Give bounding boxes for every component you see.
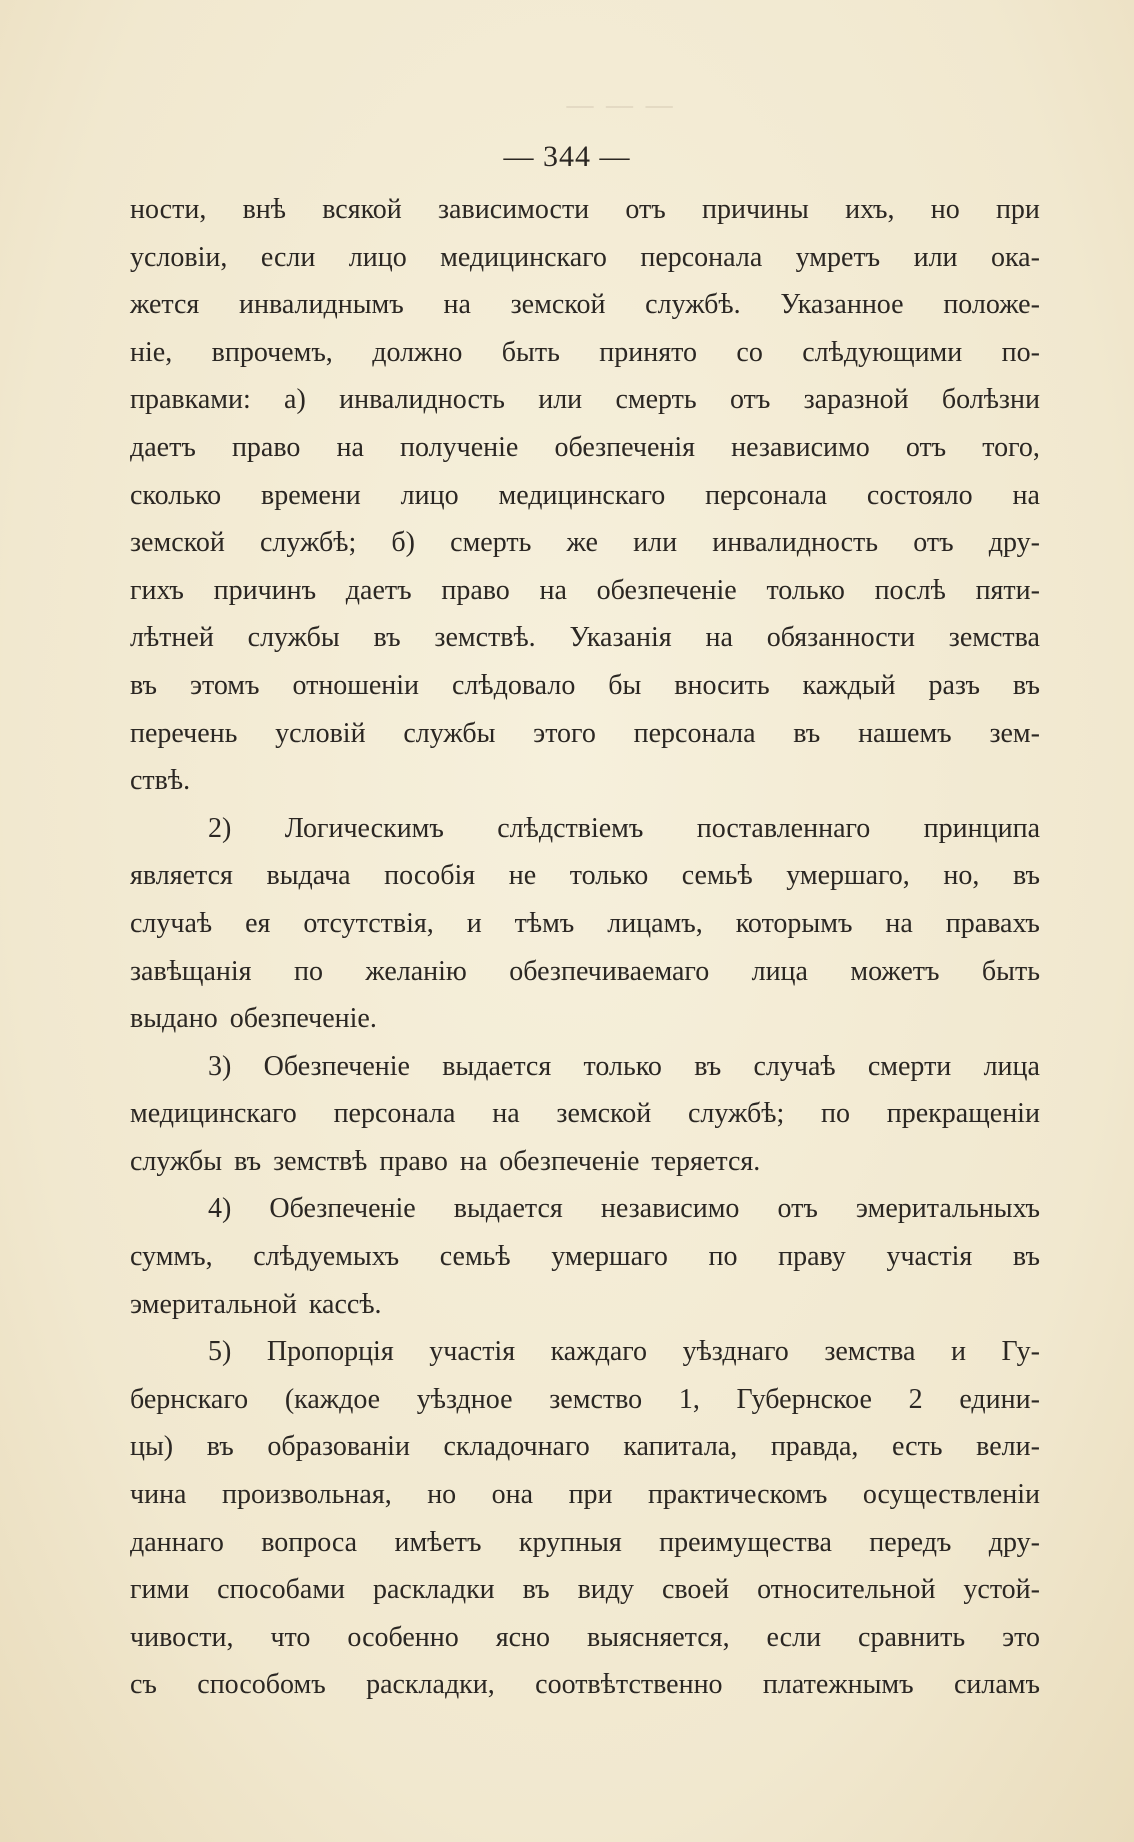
text-line <box>130 376 1040 424</box>
word: зависимости <box>438 194 590 225</box>
word: если <box>260 241 316 273</box>
word: смерть <box>615 384 697 416</box>
word: жется <box>130 289 200 321</box>
word: осуществленіи <box>862 1479 1040 1511</box>
word: лица <box>751 955 808 987</box>
word: участія <box>886 1241 973 1273</box>
word: или <box>913 241 958 273</box>
word: дру- <box>988 527 1040 559</box>
word: б) <box>391 527 415 559</box>
word: положе- <box>943 289 1040 321</box>
word: 4) <box>208 1193 232 1225</box>
word: на <box>705 622 733 654</box>
word: даннаго <box>130 1526 224 1558</box>
word: завѣщанія <box>130 955 252 987</box>
word: по <box>708 1241 738 1273</box>
text-line <box>130 329 1040 377</box>
word: причины <box>702 194 809 225</box>
word: уѣзднаго <box>682 1336 789 1368</box>
word: службы <box>130 1145 223 1177</box>
word: участія <box>429 1336 516 1368</box>
word: имѣетъ <box>394 1526 482 1558</box>
text-line <box>130 1281 1040 1329</box>
word: платежнымъ <box>762 1669 914 1701</box>
word: службѣ; <box>688 1098 785 1130</box>
text-line <box>130 1661 1040 1709</box>
word: Обезпеченіе <box>269 1193 416 1225</box>
word: но <box>427 1479 457 1511</box>
word: этого <box>533 717 596 749</box>
word: въ <box>1012 669 1040 701</box>
word: правда, <box>770 1431 859 1463</box>
word: гими <box>130 1574 190 1606</box>
word: ніе, <box>130 336 173 368</box>
word: право <box>441 574 510 606</box>
word: сколько <box>130 479 222 511</box>
word: на <box>336 431 364 463</box>
text-line <box>130 900 1040 948</box>
word: независимо <box>731 431 870 463</box>
word: ности, <box>130 194 207 225</box>
word: медицинскаго <box>440 241 607 273</box>
word: она <box>491 1479 534 1511</box>
word: персонала <box>333 1098 456 1130</box>
word: 3) <box>208 1050 232 1082</box>
word: бернскаго <box>130 1383 249 1415</box>
word: зем- <box>989 717 1040 749</box>
text-line <box>130 281 1040 329</box>
text-line <box>130 1185 1040 1233</box>
text-line <box>130 1376 1040 1424</box>
word: является <box>130 860 233 892</box>
word: слѣдующими <box>802 336 963 368</box>
word: послѣ <box>874 574 946 606</box>
word: смерть <box>450 527 532 559</box>
word: лицамъ, <box>607 907 703 939</box>
text-line <box>130 1233 1040 1281</box>
word: чивости, <box>130 1621 234 1653</box>
word: а) <box>284 384 306 416</box>
word: каждаго <box>550 1336 648 1368</box>
word: ока- <box>990 241 1040 273</box>
word: въ <box>793 717 821 749</box>
word: желанію <box>365 955 467 987</box>
word: это <box>1002 1621 1040 1653</box>
word: пяти- <box>975 574 1040 606</box>
word: при <box>568 1479 613 1511</box>
text-line <box>130 1566 1040 1614</box>
word: въ <box>1012 1241 1040 1273</box>
word: лица <box>983 1050 1040 1082</box>
word: заразной <box>803 384 909 416</box>
word: случаѣ <box>130 907 213 939</box>
text-line <box>130 1090 1040 1138</box>
word: и <box>951 1336 966 1368</box>
word: кассѣ. <box>308 1288 382 1320</box>
word: выясняется, <box>587 1621 730 1653</box>
word: даетъ <box>130 431 196 463</box>
word: пособія <box>384 860 476 892</box>
word: лицо <box>348 241 407 273</box>
word: разъ <box>928 669 980 701</box>
word: Гу- <box>1001 1336 1040 1368</box>
text-line <box>130 1471 1040 1519</box>
bleed-through-page-number: — — — <box>565 88 675 123</box>
word: семьѣ <box>681 860 753 892</box>
word: болѣзни <box>941 384 1040 416</box>
word: Обезпеченіе <box>263 1050 410 1082</box>
word: крупныя <box>518 1526 622 1558</box>
word: 2 <box>908 1383 923 1415</box>
text-line <box>130 1328 1040 1376</box>
word: раскладки, <box>366 1669 495 1701</box>
word: право <box>379 1145 448 1177</box>
word: персонала <box>633 717 756 749</box>
text-line <box>130 805 1040 853</box>
word: уѣздное <box>416 1383 513 1415</box>
word: въ <box>234 1145 262 1177</box>
word: относительной <box>757 1574 936 1606</box>
word: гихъ <box>130 574 184 606</box>
word: едини- <box>959 1383 1040 1415</box>
word: службѣ. <box>645 289 741 321</box>
word: въ <box>206 1431 234 1463</box>
word: быть <box>501 336 560 368</box>
word: службы <box>247 622 340 654</box>
word: устой- <box>963 1574 1040 1606</box>
word: раскладки <box>372 1574 495 1606</box>
word: Логическимъ <box>284 812 444 844</box>
word: и <box>466 907 482 939</box>
word: обязанности <box>766 622 915 654</box>
word: причинъ <box>213 574 317 606</box>
word: слѣдуемыхъ <box>253 1241 400 1273</box>
text-line <box>130 662 1040 710</box>
word: прекращеніи <box>886 1098 1040 1130</box>
word: преимущества <box>659 1526 832 1558</box>
word: правками: <box>130 384 251 416</box>
word: Указанное <box>780 289 904 321</box>
word: капитала, <box>623 1431 738 1463</box>
text-line <box>130 948 1040 996</box>
word: персонала <box>640 241 763 273</box>
word: есть <box>892 1431 943 1463</box>
word: вопроса <box>261 1526 358 1558</box>
word: инвалидность <box>339 384 505 416</box>
word: по <box>293 955 323 987</box>
word: по- <box>1001 336 1040 368</box>
word: медицинскаго <box>130 1098 297 1130</box>
word: или <box>538 384 583 416</box>
word: право <box>231 431 301 463</box>
word: ихъ, <box>845 194 895 225</box>
word: виду <box>577 1574 635 1606</box>
word: отъ <box>777 1193 818 1225</box>
word: чина <box>130 1479 187 1511</box>
word: инвалиднымъ <box>239 289 404 321</box>
word: выдача <box>266 860 351 892</box>
text-line <box>130 567 1040 615</box>
word: дру- <box>988 1526 1040 1558</box>
text-line <box>130 1519 1040 1567</box>
word: 1, <box>678 1383 700 1415</box>
text-line <box>130 852 1040 900</box>
word: отъ <box>913 527 954 559</box>
word: лѣтней <box>130 622 214 654</box>
word: бы <box>608 669 642 701</box>
word: принципа <box>923 812 1040 844</box>
word: Пропорція <box>266 1336 394 1368</box>
word: вносить <box>674 669 770 701</box>
text-line <box>130 234 1040 282</box>
word: земства <box>824 1336 916 1368</box>
word: того, <box>982 431 1040 463</box>
word: условій <box>275 717 366 749</box>
word: слѣдствіемъ <box>497 812 644 844</box>
word: тѣмъ <box>514 907 575 939</box>
word: но <box>930 194 960 225</box>
word: отношеніи <box>292 669 420 701</box>
word: въ <box>522 1574 550 1606</box>
word: состояло <box>866 479 973 511</box>
text-line <box>130 614 1040 662</box>
word: на <box>885 907 913 939</box>
word: земство <box>549 1383 643 1415</box>
word: на <box>443 289 471 321</box>
word: внѣ <box>242 194 286 225</box>
word: поставленнаго <box>696 812 871 844</box>
word: на <box>459 1145 488 1177</box>
text-line <box>130 519 1040 567</box>
word: должно <box>372 336 463 368</box>
word: произвольная, <box>221 1479 392 1511</box>
word: въ <box>1012 860 1040 892</box>
word: умершаго, <box>786 860 910 892</box>
word: передъ <box>869 1526 952 1558</box>
word: правахъ <box>945 907 1040 939</box>
word: лицо <box>400 479 459 511</box>
word: обезпечиваемаго <box>509 955 710 987</box>
word: каждый <box>802 669 896 701</box>
word: даетъ <box>345 574 412 606</box>
word: обезпеченіе. <box>229 1003 377 1035</box>
word: образованіи <box>267 1431 410 1463</box>
word: отъ <box>625 194 666 225</box>
word: земской <box>510 289 606 321</box>
word: выдано <box>130 1003 218 1035</box>
word: ея <box>245 907 271 939</box>
word: земства <box>948 622 1040 654</box>
word: обезпеченіе <box>499 1145 640 1177</box>
word: этомъ <box>189 669 260 701</box>
word: выдается <box>453 1193 563 1225</box>
word: съ <box>130 1669 157 1701</box>
word: способами <box>217 1574 346 1606</box>
word: суммъ, <box>130 1241 213 1273</box>
word: Указанія <box>569 622 672 654</box>
word: персонала <box>705 479 828 511</box>
word: только <box>766 574 845 606</box>
word: но, <box>943 860 980 892</box>
text-line <box>130 1614 1040 1662</box>
word: нашемъ <box>858 717 952 749</box>
word: способомъ <box>197 1669 326 1701</box>
word: инвалидность <box>712 527 879 559</box>
word: времени <box>261 479 361 511</box>
word: практическомъ <box>648 1479 828 1511</box>
word: въ <box>373 622 401 654</box>
word: на <box>539 574 567 606</box>
word: что <box>270 1621 311 1653</box>
word: службѣ; <box>259 527 357 559</box>
word: эмеритальныхъ <box>855 1193 1040 1225</box>
word: земствѣ <box>273 1145 368 1177</box>
word: соотвѣтственно <box>535 1669 723 1701</box>
word: слѣдовало <box>451 669 576 701</box>
word: ясно <box>495 1621 551 1653</box>
word: земской <box>556 1098 652 1130</box>
word: только <box>569 860 649 892</box>
word: при <box>995 194 1040 225</box>
word: обезпеченіе <box>596 574 737 606</box>
word: отсутствія, <box>303 907 434 939</box>
text-line <box>130 757 1040 805</box>
text-line <box>130 1043 1040 1091</box>
word: обезпеченія <box>554 431 696 463</box>
page-number: — 344 — <box>503 140 631 173</box>
word: своей <box>661 1574 730 1606</box>
word: 5) <box>208 1336 232 1368</box>
word: отъ <box>905 431 947 463</box>
body-text <box>130 186 1040 1709</box>
word: условіи, <box>130 241 228 273</box>
word: медицинскаго <box>498 479 666 511</box>
text-line <box>130 1423 1040 1471</box>
word: не <box>508 860 537 892</box>
word: независимо <box>600 1193 740 1225</box>
word: принято <box>599 336 697 368</box>
word: которымъ <box>735 907 853 939</box>
word: складочнаго <box>443 1431 590 1463</box>
word: Губернское <box>736 1383 872 1415</box>
word: цы) <box>130 1431 174 1463</box>
word: въ <box>130 669 158 701</box>
word: можетъ <box>850 955 940 987</box>
word: сравнить <box>858 1621 966 1653</box>
word: только <box>583 1050 662 1082</box>
word: со <box>736 336 763 368</box>
word: же <box>566 527 598 559</box>
text-line <box>130 710 1040 758</box>
word: быть <box>981 955 1040 987</box>
word: службы <box>403 717 496 749</box>
word: особенно <box>347 1621 459 1653</box>
word: отъ <box>729 384 771 416</box>
word: земской <box>130 527 225 559</box>
word: умретъ <box>795 241 881 273</box>
text-line <box>130 424 1040 472</box>
word: эмеритальной <box>130 1288 297 1320</box>
text-line <box>130 1138 1040 1186</box>
word: въ <box>694 1050 722 1082</box>
word: силамъ <box>953 1669 1040 1701</box>
word: на <box>492 1098 520 1130</box>
word: праву <box>778 1241 846 1273</box>
text-line <box>130 472 1040 520</box>
text-line <box>130 995 1040 1043</box>
word: выдается <box>442 1050 552 1082</box>
word: всякой <box>322 194 402 225</box>
word: смерти <box>867 1050 952 1082</box>
word: полученіе <box>400 431 519 463</box>
word: если <box>766 1621 822 1653</box>
word: случаѣ <box>753 1050 836 1082</box>
word: вели- <box>976 1431 1040 1463</box>
word: ствѣ. <box>130 765 191 797</box>
word: земствѣ. <box>434 622 536 654</box>
word: по <box>821 1098 850 1130</box>
word: впрочемъ, <box>211 336 333 368</box>
word: или <box>633 527 678 559</box>
word: семьѣ <box>439 1241 511 1273</box>
word: умершаго <box>551 1241 668 1273</box>
word: перечень <box>130 717 238 749</box>
word: (каждое <box>284 1383 381 1415</box>
word: на <box>1012 479 1040 511</box>
word: 2) <box>208 812 232 844</box>
text-line <box>130 186 1040 234</box>
word: теряется. <box>651 1145 761 1177</box>
